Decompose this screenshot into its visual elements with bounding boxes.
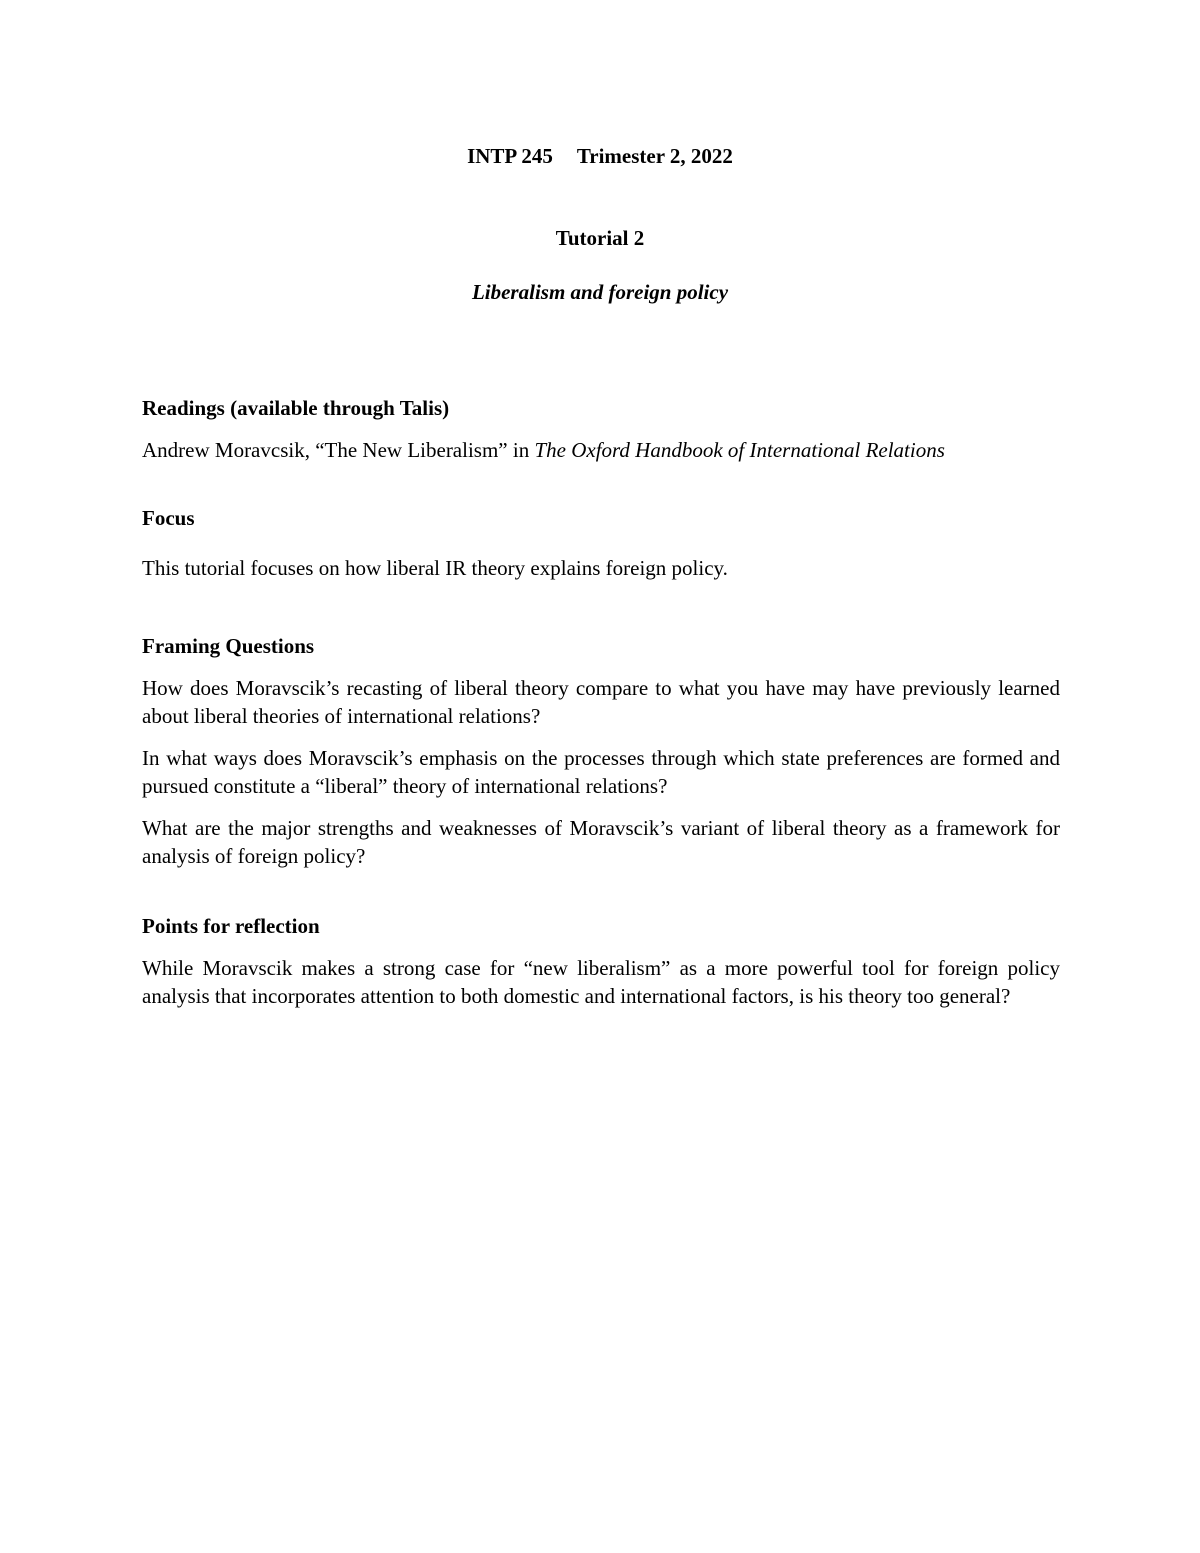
- reflection-section: [142, 912, 1060, 1010]
- framing-question-3: What are the major strengths and weaknesses of Moravscik’s variant of liberal theory as a framework for analysis of foreign policy?: [142, 816, 1060, 868]
- framing-question-2: In what ways does Moravscik’s emphasis on the processes through which state preferences are formed and pursued constitute a “liberal” theory of international relations?: [142, 746, 1060, 798]
- readings-section: [142, 394, 1060, 464]
- term-label: Trimester 2, 2022: [576, 144, 733, 168]
- reflection-heading: Points for reflection: [142, 914, 320, 938]
- readings-citation: Andrew Moravcsik, “The New Liberalism” in: [142, 438, 535, 462]
- framing-question-1: How does Moravscik’s recasting of liberal theory compare to what you have may have previously learned about liberal theories of international relations?: [142, 676, 1060, 728]
- framing-questions-section: [142, 632, 1060, 870]
- readings-book-title: The Oxford Handbook of International Relations: [534, 438, 945, 462]
- readings-text: [142, 436, 1060, 464]
- framing-heading: Framing Questions: [142, 634, 315, 658]
- focus-text: This tutorial focuses on how liberal IR theory explains foreign policy.: [142, 556, 728, 580]
- tutorial-subtitle: Liberalism and foreign policy: [471, 280, 729, 304]
- focus-section: [142, 504, 1060, 582]
- course-code: INTP 245: [467, 144, 553, 168]
- reflection-text: While Moravscik makes a strong case for “new liberalism” as a more powerful tool for foreign policy analysis that incorporates attention to both domestic and international factors, is his theory too general?: [142, 956, 1060, 1008]
- tutorial-title: Tutorial 2: [555, 226, 645, 250]
- course-header: [0, 142, 1200, 170]
- readings-heading: Readings (available through Talis): [142, 396, 450, 420]
- focus-heading: Focus: [142, 506, 195, 530]
